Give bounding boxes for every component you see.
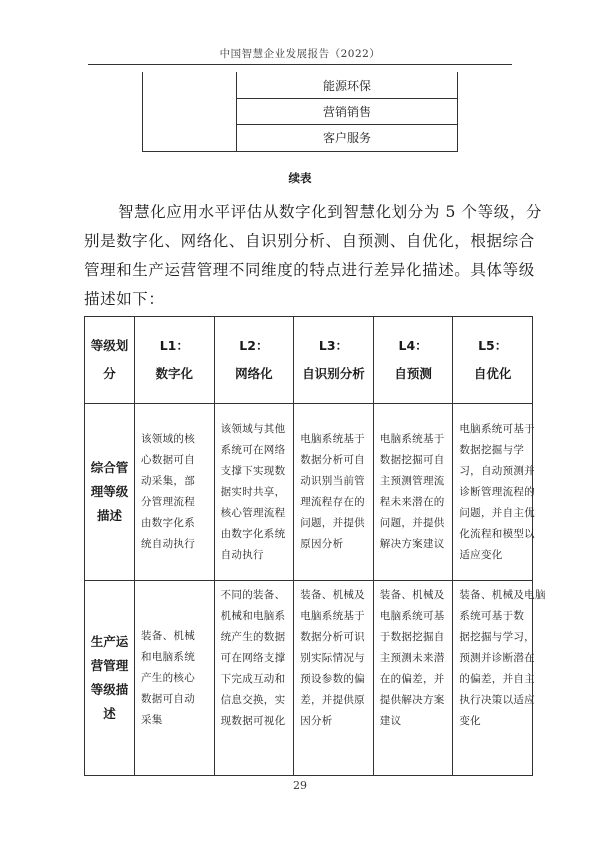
description-line: 下完成互动和: [220, 673, 286, 685]
continued-table-left-column: [143, 72, 237, 151]
level-header-cell: [135, 317, 215, 404]
table-caption: 续表: [288, 171, 312, 185]
description-line: 诊断管理流程的: [459, 485, 535, 498]
description-line: 执行决策以适应: [459, 694, 535, 706]
description-line: 现数据可视化: [220, 715, 286, 727]
description-line: 电脑系统基于: [379, 433, 445, 445]
description-line: 解决方案建议: [379, 538, 445, 550]
description-line: 电脑系统基于: [300, 610, 365, 622]
description-line: 统产生的数据: [220, 631, 286, 643]
description-cell: [373, 581, 453, 776]
description-line: 产生的核心: [141, 671, 195, 684]
paragraph-line: 描述如下：: [84, 290, 165, 308]
description-line: 原因分析: [300, 538, 344, 550]
corner-header-line: 等级划: [90, 338, 129, 353]
description-line: 系统可基于数: [459, 610, 525, 622]
page-number: 29: [293, 779, 307, 792]
continued-table: [142, 72, 458, 152]
description-line: 的偏差，并自主: [459, 673, 535, 685]
row-header-line: 理等级: [90, 484, 129, 499]
description-line: 支撑下实现数: [220, 464, 286, 477]
description-line: 该领域与其他: [220, 422, 286, 435]
description-line: 装备、机械及: [300, 589, 365, 601]
description-line: 装备、机械: [141, 629, 195, 642]
description-line: 程未来潜在的: [379, 496, 445, 508]
level-header-cell: [214, 317, 294, 404]
description-line: 采集: [141, 713, 163, 726]
description-line: 该领域的核: [141, 433, 195, 445]
table-row: [85, 404, 533, 581]
description-line: 数据挖掘可自: [379, 454, 445, 466]
description-line: 动识别当前管: [300, 475, 365, 487]
description-line: 装备、机械及电脑: [459, 589, 546, 601]
description-line: 装备、机械及: [379, 589, 445, 601]
row-header-line: 综合管: [90, 460, 129, 475]
level-code: L1：: [159, 338, 189, 353]
level-code: L4：: [398, 338, 428, 353]
description-line: 自动执行: [220, 548, 264, 561]
table-row: [85, 581, 533, 776]
description-cell: [294, 404, 374, 581]
description-line: 化流程和模型以: [459, 527, 535, 540]
paragraph-line: 别是数字化、网络化、自识别分析、自预测、自优化，根据综合: [84, 232, 535, 250]
description-line: 机械和电脑系: [220, 610, 286, 622]
row-header-cell: [85, 581, 135, 776]
description-line: 核心管理流程: [220, 506, 286, 519]
description-line: 可在网络支撑: [220, 652, 286, 664]
description-line: 主预测未来潜: [379, 652, 445, 664]
description-line: 电脑系统可基: [379, 610, 445, 622]
level-code: L2：: [239, 338, 269, 353]
row-header-line: 述: [103, 706, 116, 721]
level-header-cell: [453, 317, 533, 404]
description-cell: [135, 581, 215, 776]
level-name: 自预测: [394, 366, 432, 381]
description-line: 据实时共享，: [220, 485, 286, 498]
description-line: 据挖掘与学习，: [459, 631, 535, 643]
description-line: 变化: [459, 715, 481, 727]
description-line: 系统可在网络: [220, 443, 286, 456]
description-line: 习，自动预测并: [459, 464, 535, 477]
description-line: 问题，并自主优: [459, 506, 535, 519]
description-line: 心数据可自: [141, 454, 195, 466]
description-line: 提供解决方案: [379, 694, 445, 706]
description-cell: [214, 581, 294, 776]
description-line: 预设参数的偏: [300, 673, 365, 685]
corner-header-cell: [85, 317, 135, 404]
level-name: 数字化: [155, 366, 194, 381]
description-line: 和电脑系统: [141, 650, 195, 663]
description-line: 统自动执行: [141, 538, 195, 550]
description-line: 数据分析可自: [300, 454, 365, 466]
description-line: 不同的装备、: [220, 589, 286, 601]
description-line: 电脑系统基于: [300, 433, 365, 445]
description-line: 分管理流程: [141, 496, 195, 508]
description-cell: [373, 404, 453, 581]
description-line: 问题，并提供: [300, 517, 365, 529]
description-line: 预测并诊断潜在: [459, 652, 535, 664]
description-line: 由数字化系统: [220, 527, 286, 540]
description-cell: [135, 404, 215, 581]
description-line: 问题，并提供: [379, 517, 445, 529]
row-header-line: 生产运: [90, 634, 129, 649]
level-name: 自优化: [473, 366, 512, 381]
continued-table-row: 客户服务: [322, 131, 371, 145]
description-line: 电脑系统可基于: [459, 422, 535, 435]
description-line: 数据可自动: [141, 692, 195, 705]
description-line: 数据分析可识: [300, 631, 365, 643]
description-line: 信息交换，实: [220, 694, 286, 706]
level-name: 网络化: [235, 366, 273, 381]
description-line: 适应变化: [459, 548, 503, 561]
levels-table: [84, 316, 546, 776]
level-header-cell: [373, 317, 453, 404]
row-header-line: 等级描: [90, 682, 129, 697]
body-paragraph: [84, 198, 543, 314]
corner-header-line: 分: [103, 366, 116, 381]
description-line: 建议: [379, 715, 402, 727]
description-cell: [214, 404, 294, 581]
level-code: L3：: [318, 338, 349, 353]
level-header-cell: [294, 317, 374, 404]
row-header-line: 营管理: [90, 658, 129, 673]
description-line: 动采集，部: [141, 475, 195, 487]
description-line: 别实际情况与: [300, 652, 365, 664]
level-name: 自识别分析: [302, 366, 365, 381]
description-cell: [453, 581, 546, 776]
description-line: 主预测管理流: [379, 475, 445, 487]
running-header: 中国智慧企业发展报告（2022）: [219, 48, 381, 60]
level-code: L5：: [478, 338, 508, 353]
description-cell: [294, 581, 374, 776]
continued-table-row: 能源环保: [237, 72, 457, 99]
table-header-row: [85, 317, 533, 404]
row-header-cell: [85, 404, 135, 581]
continued-table-row: 营销销售: [237, 98, 457, 125]
paragraph-line: 智慧化应用水平评估从数字化到智慧化划分为 5 个等级，分: [118, 203, 543, 221]
row-header-line: 描述: [96, 508, 122, 523]
description-line: 差，并提供原: [300, 694, 365, 706]
description-line: 在的偏差，并: [379, 673, 445, 685]
header-rule: [88, 64, 512, 65]
description-cell: [453, 404, 533, 581]
description-line: 于数据挖掘自: [379, 631, 445, 643]
description-line: 数据挖掘与学: [459, 443, 525, 456]
description-line: 因分析: [300, 715, 333, 727]
description-line: 由数字化系: [141, 517, 195, 529]
paragraph-line: 管理和生产运营管理不同维度的特点进行差异化描述。具体等级: [84, 261, 535, 279]
description-line: 理流程存在的: [300, 496, 365, 508]
